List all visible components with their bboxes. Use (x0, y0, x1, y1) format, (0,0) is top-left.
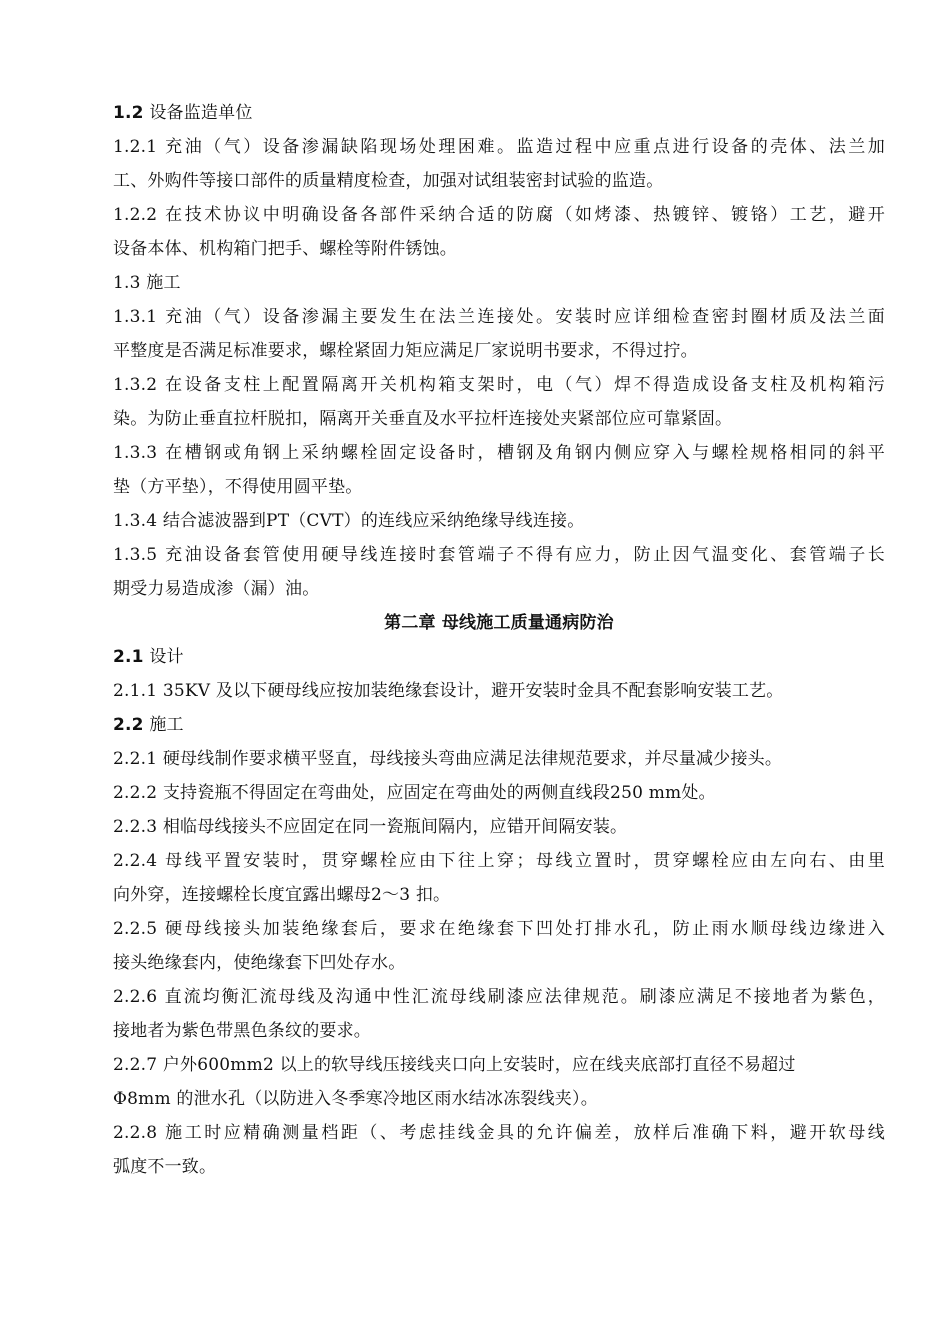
section-title: 设计 (143, 647, 184, 667)
paragraph-line: 弧度不一致。 (113, 1157, 217, 1177)
paragraph-line: Φ8mm 的泄水孔（以防进入冬季寒冷地区雨水结冰冻裂线夹）。 (113, 1089, 598, 1109)
paragraph-line: 平整度是否满足标准要求，螺栓紧固力矩应满足厂家说明书要求，不得过拧。 (113, 341, 698, 361)
section-heading-1-2 (113, 96, 885, 130)
document-page (113, 96, 885, 1184)
paragraph-line: 1.3.1 充油（气）设备渗漏主要发生在法兰连接处。安装时应详细检查密封圈材质及法兰面 (113, 307, 885, 327)
paragraph-line: 2.2.2 支持瓷瓶不得固定在弯曲处，应固定在弯曲处的两侧直线段250 mm处。 (113, 783, 716, 803)
section-heading-2-2 (113, 708, 885, 742)
paragraph-line: 2.2.3 相临母线接头不应固定在同一瓷瓶间隔内，应错开间隔安装。 (113, 817, 628, 837)
paragraph-line: 工、外购件等接口部件的质量精度检查，加强对试组装密封试验的监造。 (113, 171, 664, 191)
paragraph-line: 1.3.4 结合滤波器到PT（CVT）的连线应采纳绝缘导线连接。 (113, 511, 585, 531)
paragraph-line: 2.2.4 母线平置安装时，贯穿螺栓应由下往上穿；母线立置时，贯穿螺栓应由左向右、由里 (113, 851, 885, 871)
paragraph-line: 染。为防止垂直拉杆脱扣，隔离开关垂直及水平拉杆连接处夹紧部位应可靠紧固。 (113, 409, 733, 429)
paragraph-line: 2.2.5 硬母线接头加装绝缘套后，要求在绝缘套下凹处打排水孔，防止雨水顺母线边缘进入 (113, 919, 885, 939)
section-number: 1.2 (113, 103, 144, 123)
paragraph-line: 2.1.1 35KV 及以下硬母线应按加装绝缘套设计，避开安装时金具不配套影响安装工艺。 (113, 681, 784, 701)
section-number: 2.2 (113, 715, 144, 735)
section-heading-1-3: 1.3 施工 (113, 273, 181, 293)
paragraph-line: 2.2.7 户外600mm2 以上的软导线压接线夹口向上安装时，应在线夹底部打直径不易超过 (113, 1055, 796, 1075)
paragraph-line: 期受力易造成渗（漏）油。 (113, 579, 320, 599)
paragraph-line: 1.2.1 充油（气）设备渗漏缺陷现场处理困难。监造过程中应重点进行设备的壳体、法兰加 (113, 137, 885, 157)
section-heading-2-1 (113, 640, 885, 674)
section-number: 2.1 (113, 647, 144, 667)
paragraph-line: 1.3.2 在设备支柱上配置隔离开关机构箱支架时，电（气）焊不得造成设备支柱及机构箱污 (113, 375, 885, 395)
paragraph-line: 1.2.2 在技术协议中明确设备各部件采纳合适的防腐（如烤漆、热镀锌、镀铬）工艺，避开 (113, 205, 885, 225)
paragraph-line: 2.2.8 施工时应精确测量档距（、考虑挂线金具的允许偏差，放样后准确下料，避开软母线 (113, 1123, 885, 1143)
paragraph-line: 1.3.3 在槽钢或角钢上采纳螺栓固定设备时，槽钢及角钢内侧应穿入与螺栓规格相同的斜平 (113, 443, 885, 463)
paragraph-line: 向外穿，连接螺栓长度宜露出螺母2～3 扣。 (113, 885, 451, 905)
chapter-title: 第二章 母线施工质量通病防治 (384, 613, 614, 633)
paragraph-line: 垫（方平垫），不得使用圆平垫。 (113, 477, 363, 497)
section-title: 施工 (143, 715, 184, 735)
paragraph-line: 设备本体、机构箱门把手、螺栓等附件锈蚀。 (113, 239, 457, 259)
paragraph-line: 接头绝缘套内，使绝缘套下凹处存水。 (113, 953, 406, 973)
section-title: 设备监造单位 (143, 103, 253, 123)
paragraph-line: 2.2.1 硬母线制作要求横平竖直，母线接头弯曲应满足法律规范要求，并尽量减少接头。 (113, 749, 783, 769)
paragraph-line: 接地者为紫色带黑色条纹的要求。 (113, 1021, 371, 1041)
paragraph-line: 2.2.6 直流均衡汇流母线及沟通中性汇流母线刷漆应法律规范。刷漆应满足不接地者为紫色， (113, 987, 885, 1007)
paragraph-line: 1.3.5 充油设备套管使用硬导线连接时套管端子不得有应力，防止因气温变化、套管端子长 (113, 545, 885, 565)
